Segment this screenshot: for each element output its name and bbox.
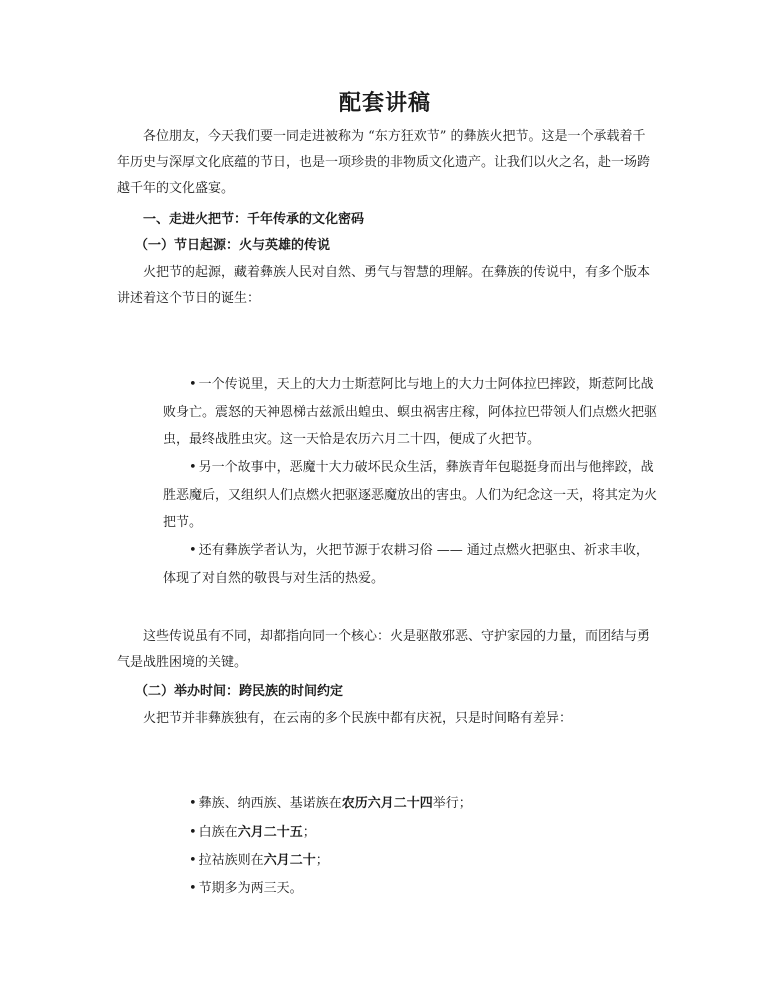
bullet-text: 一个传说里，天上的大力士斯惹阿比与地上的大力士阿体拉巴摔跤，斯惹阿比战败身亡。震怒的天神恩梯古兹派出蝗虫、螟虫祸害庄稼，阿体拉巴带领人们点燃火把驱虫，最终战胜虫灾。这一天恰是农历六月二十四，便成了火把节。 [163, 377, 658, 447]
bullet-icon: • [189, 853, 197, 868]
subsection-heading-time: （二）举办时间：跨民族的时间约定 [135, 684, 344, 699]
bullet-text: 另一个故事中，恶魔十大力破坏民众生活，彝族青年包聪挺身而出与他摔跤，战胜恶魔后，又组织人们点燃火把驱逐恶魔放出的害虫。人们为纪念这一天，将其定为火把节。 [163, 460, 658, 530]
list-item: • 白族在六月二十五； [189, 825, 316, 840]
subsection-heading-origin: （一）节日起源：火与英雄的传说 [135, 238, 331, 253]
origin-summary-paragraph: 这些传说虽有不同，却都指向同一个核心：火是驱散邪恶、守护家园的力量，而团结与勇气是战胜困境的关键。 [117, 629, 651, 670]
bullet-icon: • [189, 543, 197, 558]
list-item: • 彝族、纳西族、基诺族在农历六月二十四举行； [189, 796, 472, 811]
origin-lead-paragraph: 火把节的起源，藏着彝族人民对自然、勇气与智慧的理解。在彝族的传说中，有多个版本讲述着这个节日的诞生： [117, 265, 651, 306]
section-heading: 一、走进火把节：千年传承的文化密码 [143, 212, 365, 227]
list-item [163, 537, 659, 592]
page-title: 配套讲稿 [338, 90, 431, 116]
list-item: • 节期多为两三天。 [189, 881, 303, 896]
bullet-icon: • [189, 825, 197, 840]
list-item [163, 371, 659, 454]
list-item [163, 454, 659, 537]
list-item: • 拉祜族则在六月二十； [189, 853, 329, 868]
intro-paragraph: 各位朋友，今天我们要一同走进被称为 “东方狂欢节” 的彝族火把节。这是一个承载着千年历史与深厚文化底蕴的节日，也是一项珍贵的非物质文化遗产。让我们以火之名，赴一场跨越千年的文化盛宴。 [117, 129, 651, 196]
time-lead-paragraph: 火把节并非彝族独有，在云南的多个民族中都有庆祝，只是时间略有差异： [143, 711, 573, 726]
bullet-icon: • [189, 460, 197, 475]
bullet-text: 还有彝族学者认为，火把节源于农耕习俗 —— 通过点燃火把驱虫、祈求丰收，体现了对自然的敬畏与对生活的热爱。 [163, 543, 649, 586]
bullet-icon: • [189, 377, 197, 392]
bullet-icon: • [189, 881, 197, 896]
bullet-icon: • [189, 796, 197, 811]
